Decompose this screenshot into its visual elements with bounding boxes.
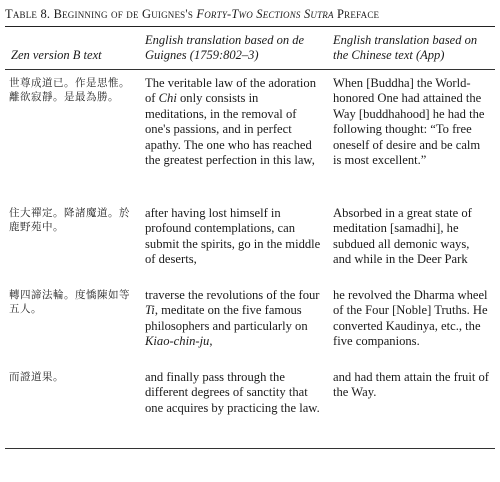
header-chinese-text: English translation based on the Chinese text (App) [333, 33, 478, 62]
guignes-translation-cell: and finally pass through the different degrees of sanctity that one acquires by practicing the law. [145, 370, 320, 415]
text-segment: , [209, 334, 213, 349]
italic-term: Chi [158, 91, 177, 106]
table-caption [5, 0, 495, 26]
text-segment: , meditate on the five famous philosophers and particularly on [145, 303, 308, 333]
table-row [5, 288, 495, 370]
text-segment: traverse the revolutions of the four [145, 288, 320, 302]
table-row [5, 370, 495, 449]
caption-text-end: Preface [337, 7, 380, 21]
table-row [5, 206, 495, 288]
comparison-table [5, 27, 495, 449]
header-row [5, 27, 495, 70]
table-row [5, 70, 495, 207]
chinese-original-cell: 而證道果。 [9, 371, 64, 383]
italic-term: Ti [145, 303, 155, 318]
chinese-translation-cell: Absorbed in a great state of meditation [samadhi], he subdued all demonic ways, and while in the Deer Park [333, 206, 472, 267]
guignes-translation-cell [139, 288, 327, 370]
italic-term: Kiao-chin-ju [145, 334, 210, 349]
chinese-original-cell: 世尊成道已。作是思惟。離欲寂靜。是最為勝。 [9, 77, 130, 103]
chinese-original-cell: 轉四諦法輪。度憍陳如等五人。 [9, 289, 130, 315]
chinese-translation-cell: he revolved the Dharma wheel of the Four [Noble] Truths. He converted Kaudinya, etc., the five companions. [333, 288, 488, 349]
text-segment: only consists in meditations, in the removal of one's passions, and in perfect apathy. The one who has reached the greatest perfection in this law, [145, 91, 315, 168]
caption-text: Beginning of de Guignes's [53, 7, 194, 21]
header-zen-version: Zen version B text [11, 48, 102, 62]
caption-italic-title: Forty-Two Sections Sutra [196, 7, 334, 21]
chinese-translation-cell: When [Buddha] the World-honored One had attained the Way [buddhahood] he had the following thought: “To free oneself of desire and be calm is most excellent.” [333, 76, 485, 168]
chinese-translation-cell: and had them attain the fruit of the Way. [333, 370, 489, 400]
text-segment: The veritable law of the adoration of [145, 76, 316, 106]
header-de-guignes: English translation based on de Guignes (1759:802–3) [145, 33, 305, 62]
chinese-original-cell: 住大禪定。降諸魔道。於鹿野苑中。 [9, 207, 130, 233]
guignes-translation-cell: after having lost himself in profound contemplations, can submit the spirits, go in the middle of deserts, [145, 206, 321, 267]
table-label: Table 8. [5, 7, 51, 21]
guignes-translation-cell [139, 70, 327, 207]
